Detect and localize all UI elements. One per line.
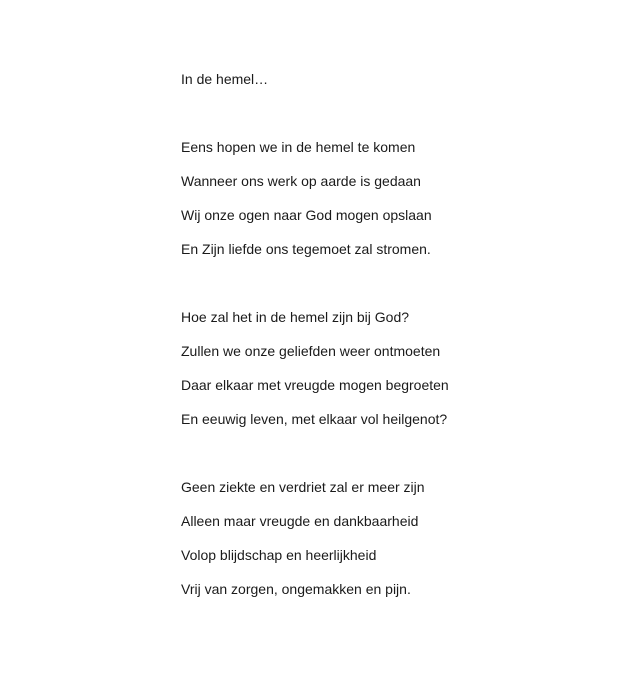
stanza-2 — [181, 308, 601, 428]
poem-line: Daar elkaar met vreugde mogen begroeten — [181, 377, 449, 393]
poem-line: Hoe zal het in de hemel zijn bij God? — [181, 309, 410, 325]
poem — [181, 70, 601, 598]
poem-title: In de hemel… — [181, 71, 269, 87]
poem-line: Volop blijdschap en heerlijkheid — [181, 547, 377, 563]
poem-line: Alleen maar vreugde en dankbaarheid — [181, 513, 419, 529]
poem-line: Geen ziekte en verdriet zal er meer zijn — [181, 479, 425, 495]
stanza-1 — [181, 138, 601, 258]
poem-line: Vrij van zorgen, ongemakken en pijn. — [181, 581, 411, 597]
poem-line: En Zijn liefde ons tegemoet zal stromen. — [181, 241, 431, 257]
stanza-3 — [181, 478, 601, 598]
poem-line: Wij onze ogen naar God mogen opslaan — [181, 207, 432, 223]
poem-line: Eens hopen we in de hemel te komen — [181, 139, 416, 155]
poem-line: En eeuwig leven, met elkaar vol heilgenot? — [181, 411, 448, 427]
poem-line: Zullen we onze geliefden weer ontmoeten — [181, 343, 441, 359]
poem-line: Wanneer ons werk op aarde is gedaan — [181, 173, 421, 189]
